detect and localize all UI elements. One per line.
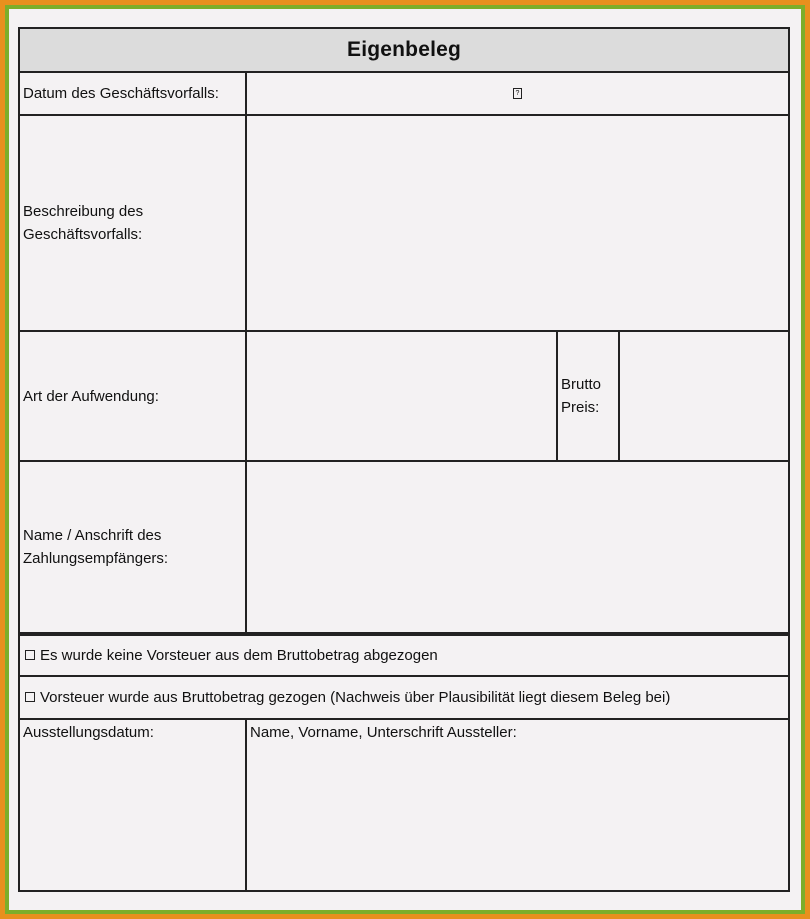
empfaenger-label-line1: Name / Anschrift des: [23, 527, 162, 544]
checkbox-icon[interactable]: [25, 650, 35, 660]
ausstellungsdatum-cell[interactable]: [20, 720, 247, 890]
option-2-label: Vorsteuer wurde aus Bruttobetrag gezogen (Nachweis über Plausibilität liegt diesem Beleg bei): [40, 689, 671, 706]
brutto-label: [558, 332, 620, 460]
art-label: [20, 332, 247, 460]
datum-label: [20, 73, 247, 114]
form-title: Eigenbeleg: [346, 38, 462, 61]
beschreibung-field[interactable]: [247, 116, 788, 330]
checkbox-icon[interactable]: [25, 692, 35, 702]
datum-label-text: Datum des Geschäftsvorfalls:: [23, 85, 219, 102]
option-1[interactable]: [20, 636, 788, 675]
title-row: [20, 29, 788, 73]
empfaenger-label-line2: Zahlungsempfängers:: [23, 550, 169, 567]
option-row-1: [20, 634, 788, 677]
brutto-preis-field[interactable]: [620, 332, 788, 460]
beschreibung-row: [20, 116, 788, 332]
beschreibung-label-line1: Beschreibung des: [23, 203, 144, 220]
empfaenger-row: [20, 462, 788, 634]
aussteller-label: Name, Vorname, Unterschrift Aussteller:: [250, 724, 517, 741]
datum-row: [20, 73, 788, 116]
date-placeholder-icon: ?: [513, 88, 522, 99]
art-field[interactable]: [247, 332, 558, 460]
option-1-label: Es wurde keine Vorsteuer aus dem Bruttobetrag abgezogen: [40, 647, 438, 664]
art-row: [20, 332, 788, 462]
art-label-text: Art der Aufwendung:: [23, 387, 159, 405]
beschreibung-label-line2: Geschäftsvorfalls:: [23, 226, 143, 243]
empfaenger-label: [20, 462, 247, 632]
aussteller-cell[interactable]: [247, 720, 788, 890]
eigenbeleg-form: [18, 27, 790, 892]
option-2[interactable]: [20, 677, 788, 718]
brutto-label-line2: Preis:: [561, 399, 600, 416]
ausstellungsdatum-label: Ausstellungsdatum:: [23, 724, 154, 741]
empfaenger-field[interactable]: [247, 462, 788, 632]
beschreibung-label: [20, 116, 247, 330]
option-row-2: [20, 677, 788, 720]
signature-row: [20, 720, 788, 890]
brutto-label-line1: Brutto: [561, 376, 602, 393]
datum-field[interactable]: [247, 73, 788, 114]
